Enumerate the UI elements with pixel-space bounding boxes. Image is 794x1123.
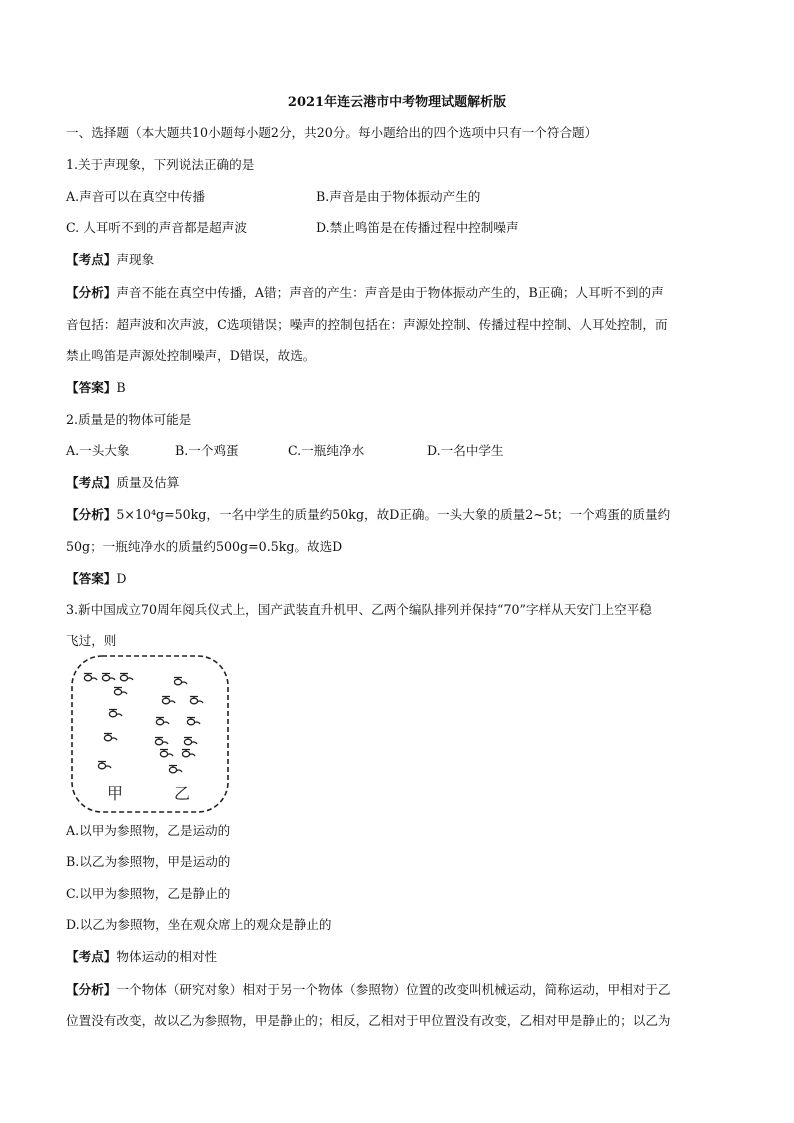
q3-stem-line-1: 3.新中国成立70周年阅兵仪式上，国产武装直升机甲、乙两个编队排列并保持“70”字样从天安门上空平稳 [66,602,652,617]
q1-answer-value: B [116,380,126,395]
q1-fenxi-line-3: 禁止鸣笛是声源处控制噪声，D错误，故选。 [66,348,316,363]
helicopter-icon [160,750,173,757]
formation-jia-label: 甲 [107,784,124,803]
q2-fenxi [66,507,670,523]
dashed-frame [72,656,228,812]
q2-option-d: D.一名中学生 [427,443,504,458]
q3-option-b: B.以乙为参照物，甲是运动的 [66,854,231,869]
helicopter-icon [190,697,203,704]
fenxi-label: 【分析】 [66,285,117,300]
helicopter-icon [169,766,182,773]
q2-option-c: C.一瓶纯净水 [288,443,365,458]
q1-option-c: C. 人耳听不到的声音都是超声波 [66,220,247,235]
kaodian-label: 【考点】 [66,949,117,964]
q2-fenxi-line-2: 50g；一瓶纯净水的质量约500g=0.5kg。故选D [66,539,343,554]
q1-answer [66,380,126,396]
q2-stem: 2.质量是的物体可能是 [66,412,192,427]
q3-kaodian-text: 物体运动的相对性 [116,949,218,964]
helicopter-formation-figure [66,648,234,818]
helicopter-icon [187,718,200,725]
section-heading: 一、选择题（本大题共10小题每小题2分，共20分。每小题给出的四个选项中只有一个符合题） [66,125,598,140]
q2-answer-value: D [116,571,127,586]
q3-option-a: A.以甲为参照物，乙是运动的 [66,823,231,838]
q1-option-a: A.声音可以在真空中传播 [66,189,206,204]
answer-label: 【答案】 [66,380,117,395]
answer-label: 【答案】 [66,571,117,586]
kaodian-label: 【考点】 [66,475,117,490]
helicopter-icon [162,697,175,704]
helicopter-icon [102,674,115,681]
q3-stem-line-2: 飞过，则 [66,633,117,648]
q3-kaodian [66,949,217,965]
q1-fenxi-line-2: 音包括：超声波和次声波，C选项错误；噪声的控制包括在：声源处控制、传播过程中控制、人耳处控制，而 [66,317,668,332]
helicopter-icon [184,738,197,745]
q1-option-d: D.禁止鸣笛是在传播过程中控制噪声 [316,220,519,235]
helicopter-icon [120,674,133,681]
fenxi-label: 【分析】 [66,507,117,522]
q2-kaodian-text: 质量及估算 [116,475,180,490]
q2-option-b: B.一个鸡蛋 [175,443,239,458]
q1-option-b: B.声音是由于物体振动产生的 [316,189,481,204]
kaodian-label: 【考点】 [66,252,117,267]
q2-kaodian [66,475,179,491]
q1-stem: 1.关于声现象，下列说法正确的是 [66,157,255,172]
helicopter-icon [84,674,97,681]
helicopter-icon [182,750,195,757]
q3-fenxi-line-1: 一个物体（研究对象）相对于另一个物体（参照物）位置的改变叫机械运动，简称运动，甲相对于乙 [116,982,671,997]
q3-option-d: D.以乙为参照物，坐在观众席上的观众是静止的 [66,917,332,932]
q2-answer [66,571,126,587]
q2-option-a: A.一头大象 [66,443,130,458]
helicopter-icon [155,738,168,745]
formation-yi-label: 乙 [174,784,191,803]
q3-fenxi [66,982,671,998]
helicopter-icon [156,718,169,725]
q3-option-c: C.以甲为参照物，乙是静止的 [66,886,231,901]
helicopter-icon [104,734,117,741]
q1-fenxi [66,285,664,301]
q2-fenxi-line-1: 5×10⁴g=50kg，一名中学生的质量约50kg，故D正确。一头大象的质量2~5t；一个鸡蛋的质量约 [116,507,671,522]
helicopter-icon [98,762,111,769]
page-title: 2021年连云港市中考物理试题解析版 [287,95,507,110]
formation-diagram [66,648,234,818]
q1-kaodian [66,252,154,268]
helicopter-icon [114,688,127,695]
helicopter-icon [109,710,122,717]
fenxi-label: 【分析】 [66,982,117,997]
helicopter-icon [174,678,187,685]
q1-kaodian-text: 声现象 [116,252,155,267]
q1-fenxi-line-1: 声音不能在真空中传播，A错；声音的产生：声音是由于物体振动产生的，B正确；人耳听不到的声 [116,285,664,300]
q3-fenxi-line-2: 位置没有改变，故以乙为参照物，甲是静止的；相反，乙相对于甲位置没有改变，乙相对甲是静止的；以乙为 [66,1013,671,1028]
